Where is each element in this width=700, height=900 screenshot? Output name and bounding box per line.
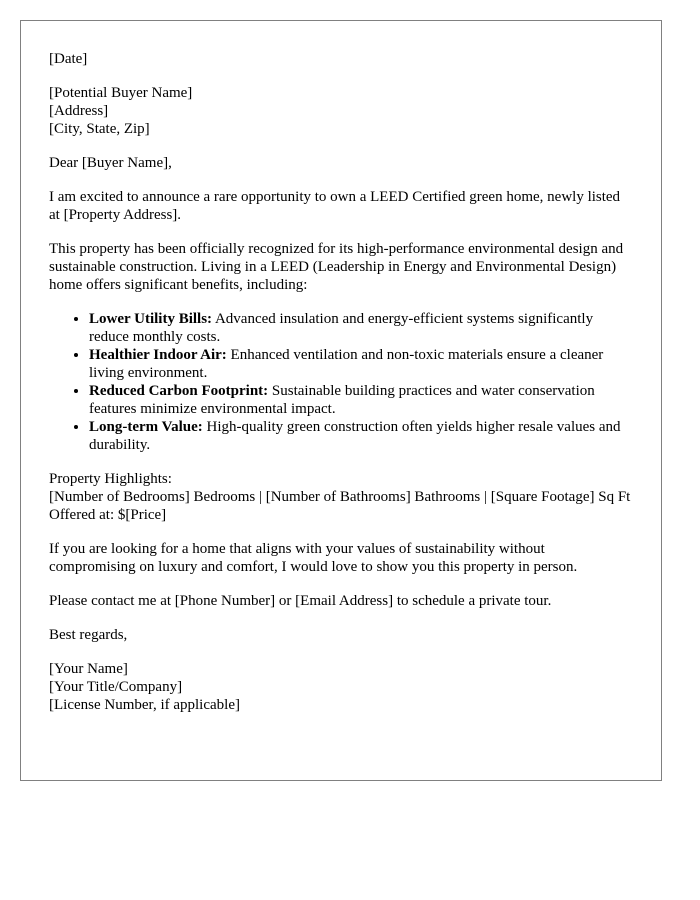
letter-date: [Date]: [49, 51, 88, 67]
recipient-block: [49, 84, 633, 138]
benefit-item: [89, 382, 633, 418]
recipient-address: [Address]: [49, 103, 109, 119]
closing: Best regards,: [49, 627, 128, 643]
signature-license: [License Number, if applicable]: [49, 697, 240, 713]
signature-title: [Your Title/Company]: [49, 679, 183, 695]
benefit-text: High-quality green construction often yields higher resale values and durability.: [89, 419, 621, 453]
recipient-name: [Potential Buyer Name]: [49, 85, 193, 101]
benefit-text: Advanced insulation and energy-efficient systems significantly reduce monthly costs.: [89, 311, 594, 345]
recipient-city-state-zip: [City, State, Zip]: [49, 121, 150, 137]
benefit-item: [89, 346, 633, 382]
benefits-list: [49, 310, 633, 454]
benefit-title: Reduced Carbon Footprint:: [89, 383, 269, 399]
benefit-item: [89, 418, 633, 454]
letter-page: [20, 20, 662, 781]
benefit-title: Lower Utility Bills:: [89, 311, 213, 327]
benefit-item: [89, 310, 633, 346]
benefit-title: Long-term Value:: [89, 419, 203, 435]
signature-block: [49, 660, 633, 714]
benefit-text: Enhanced ventilation and non-toxic materials ensure a cleaner living environment.: [89, 347, 604, 381]
pitch-paragraph: If you are looking for a home that aligns with your values of sustainability without compromising on luxury and comfort, I would love to show you this property in person.: [49, 541, 578, 575]
property-highlights: [49, 470, 633, 524]
benefit-title: Healthier Indoor Air:: [89, 347, 227, 363]
highlights-heading: Property Highlights:: [49, 471, 172, 487]
highlights-price: Offered at: $[Price]: [49, 507, 167, 523]
description-paragraph: This property has been officially recognized for its high-performance environmental design and sustainable construction. Living in a LEED (Leadership in Energy and Environmental Design) home offers significant benefits, including:: [49, 241, 624, 293]
contact-paragraph: Please contact me at [Phone Number] or [Email Address] to schedule a private tour.: [49, 593, 552, 609]
highlights-details: [Number of Bedrooms] Bedrooms | [Number of Bathrooms] Bathrooms | [Square Footage] Sq Ft: [49, 489, 631, 505]
salutation: Dear [Buyer Name],: [49, 155, 172, 171]
benefit-text: Sustainable building practices and water conservation features minimize environmental impact.: [89, 383, 595, 417]
intro-paragraph: I am excited to announce a rare opportunity to own a LEED Certified green home, newly listed at [Property Address].: [49, 189, 621, 223]
signature-name: [Your Name]: [49, 661, 128, 677]
